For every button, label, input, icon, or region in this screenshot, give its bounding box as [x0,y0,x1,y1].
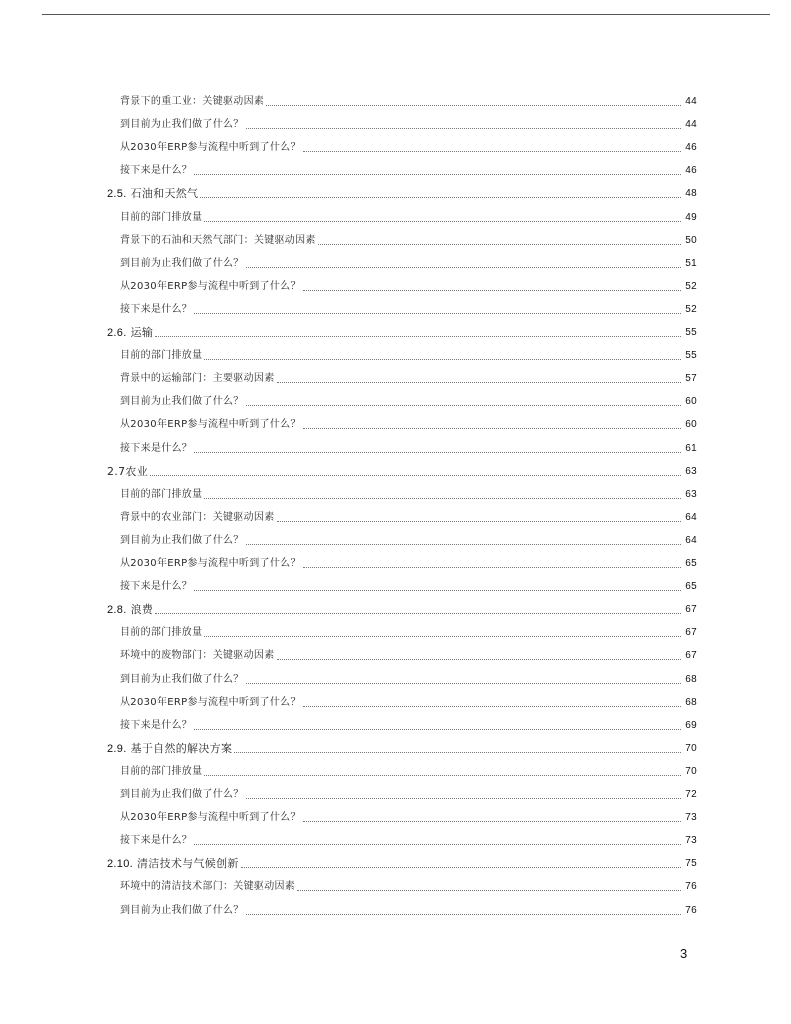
toc-section-entry[interactable] [107,594,697,617]
toc-dot-leader [303,427,681,429]
toc-subsection-entry[interactable] [120,225,697,248]
toc-entry-page: 67 [685,604,697,616]
toc-entry-title: 从2030年ERP参与流程中听到了什么？ [120,558,301,569]
toc-entry-title: 背景中的运输部门：主要驱动因素 [120,373,275,385]
toc-entry-page: 55 [685,350,697,362]
toc-subsection-entry[interactable] [120,202,697,225]
toc-entry-title: 接下来是什么？ [120,165,193,177]
toc-dot-leader [234,751,681,753]
toc-entry-page: 44 [685,96,697,107]
toc-entry-page: 52 [685,280,697,292]
toc-section-entry[interactable] [107,848,697,871]
toc-dot-leader [303,289,681,291]
toc-entry-title: 到目前为止我们做了什么？ [120,673,244,685]
header-rule [42,14,770,15]
toc-subsection-entry[interactable] [120,825,697,848]
toc-entry-number: 2.6. [107,327,127,339]
toc-entry-page: 44 [685,119,697,131]
toc-dot-leader [204,774,681,776]
toc-section-entry[interactable] [107,317,697,340]
toc-entry-title: 目前的部门排放量 [120,350,203,362]
toc-entry-title: 石油和天然气 [130,187,199,201]
toc-entry-number: 2.8. [107,604,127,617]
toc-dot-leader [303,566,681,568]
toc-entry-page: 46 [685,165,697,177]
toc-subsection-entry[interactable] [120,340,697,363]
toc-dot-leader [303,150,681,152]
toc-dot-leader [194,589,681,591]
toc-entry-page: 52 [685,303,697,315]
toc-dot-leader [241,866,681,868]
toc-dot-leader [194,173,681,175]
toc-dot-leader [204,635,681,637]
toc-entry-page: 70 [685,742,697,754]
toc-dot-leader [246,682,681,684]
toc-dot-leader [194,312,681,314]
toc-entry-title: 接下来是什么？ [120,835,193,847]
toc-entry-title: 到目前为止我们做了什么？ [120,904,244,916]
toc-subsection-entry[interactable] [120,248,697,271]
toc-dot-leader [150,474,681,476]
toc-entry-title: 从2030年ERP参与流程中听到了什么？ [120,812,301,824]
toc-entry-page: 63 [685,465,697,477]
toc-subsection-entry[interactable] [120,871,697,894]
toc-dot-leader [277,520,682,522]
toc-entry-number: 2.9. [107,742,127,755]
toc-subsection-entry[interactable] [120,756,697,779]
toc-dot-leader [194,843,681,845]
toc-entry-title: 清洁技术与气候创新 [136,857,239,871]
toc-subsection-entry[interactable] [120,386,697,409]
toc-subsection-entry[interactable] [120,640,697,663]
toc-entry-page: 73 [685,835,697,847]
toc-subsection-entry[interactable] [120,86,697,109]
toc-entry-title: 浪费 [130,603,154,617]
toc-dot-leader [246,543,681,545]
toc-subsection-entry[interactable] [120,132,697,155]
toc-entry-page: 67 [685,650,697,662]
toc-entry-title: 从2030年ERP参与流程中听到了什么？ [120,142,301,154]
toc-entry-page: 64 [685,534,697,546]
toc-entry-title: 环境中的废物部门：关键驱动因素 [120,650,275,662]
toc-entry-title: 到目前为止我们做了什么？ [120,534,244,546]
toc-entry-title: 接下来是什么？ [120,581,193,593]
toc-dot-leader [204,497,681,499]
toc-entry-page: 72 [685,789,697,800]
toc-dot-leader [297,889,681,891]
toc-entry-page: 67 [685,627,697,639]
toc-dot-leader [155,335,681,337]
toc-dot-leader [204,220,681,222]
toc-entry-title: 目前的部门排放量 [120,765,203,777]
toc-subsection-entry[interactable] [120,710,697,733]
toc-entry-page: 76 [685,881,697,893]
toc-entry-page: 75 [685,858,697,870]
page-number: 3 [680,946,688,961]
toc-subsection-entry[interactable] [120,155,697,178]
toc-entry-title: 接下来是什么？ [120,719,193,731]
toc-dot-leader [246,127,681,129]
toc-entry-number: 2.5. [107,188,127,201]
toc-entry-page: 68 [685,696,697,708]
toc-entry-title: 背景中的农业部门：关键驱动因素 [120,511,275,523]
toc-dot-leader [277,381,682,383]
toc-section-entry[interactable] [107,733,697,756]
toc-entry-page: 49 [685,211,697,223]
toc-entry-title: 运输 [130,326,154,339]
toc-subsection-entry[interactable] [120,363,697,386]
toc-entry-title: 接下来是什么？ [120,442,193,454]
toc-dot-leader [200,196,681,198]
toc-entry-title: 背景下的重工业：关键驱动因素 [120,96,265,107]
toc-entry-title: 从2030年ERP参与流程中听到了什么？ [120,280,301,292]
toc-entry-title: 目前的部门排放量 [120,627,203,639]
toc-subsection-entry[interactable] [120,433,697,456]
toc-entry-page: 69 [685,719,697,731]
toc-entry-title: 接下来是什么？ [120,303,193,315]
toc-entry-title: 目前的部门排放量 [120,488,203,500]
toc-entry-page: 61 [685,442,697,454]
toc-entry-title: 从2030年ERP参与流程中听到了什么？ [120,696,301,708]
toc-dot-leader [194,451,681,453]
toc-entry-page: 57 [685,373,697,385]
toc-entry-title: 目前的部门排放量 [120,211,203,223]
toc-subsection-entry[interactable] [120,271,697,294]
toc-subsection-entry[interactable] [120,571,697,594]
toc-dot-leader [318,243,681,245]
toc-subsection-entry[interactable] [120,294,697,317]
toc-entry-page: 46 [685,142,697,154]
toc-entry-page: 50 [685,234,697,246]
toc-entry-page: 55 [685,327,697,338]
toc-entry-title: 基于自然的解决方案 [130,741,233,755]
toc-dot-leader [155,612,681,614]
toc-entry-page: 70 [685,765,697,777]
toc-dot-leader [303,820,681,822]
toc-dot-leader [246,404,681,406]
toc-entry-page: 60 [685,396,697,408]
toc-subsection-entry[interactable] [120,779,697,802]
toc-subsection-entry[interactable] [120,802,697,825]
toc-entry-page: 65 [685,581,697,593]
toc-entry-page: 73 [685,812,697,824]
toc-dot-leader [266,104,681,106]
toc-entry-page: 65 [685,558,697,569]
toc-subsection-entry[interactable] [120,548,697,571]
toc-entry-title: 到目前为止我们做了什么？ [120,396,244,408]
toc-dot-leader [246,913,681,915]
toc-subsection-entry[interactable] [120,479,697,502]
toc-entry-page: 63 [685,488,697,500]
toc-entry-page: 60 [685,419,697,431]
toc-entry-title: 环境中的清洁技术部门：关键驱动因素 [120,881,296,893]
toc-entry-title: 从2030年ERP参与流程中听到了什么？ [120,419,301,431]
toc-subsection-entry[interactable] [120,617,697,640]
toc-entry-page: 64 [685,511,697,523]
toc-subsection-entry[interactable] [120,687,697,710]
toc-entry-title: 背景下的石油和天然气部门：关键驱动因素 [120,234,316,246]
toc-dot-leader [277,658,682,660]
toc-entry-title: 到目前为止我们做了什么？ [120,789,244,800]
toc-entry-page: 76 [685,904,697,916]
toc-subsection-entry[interactable] [120,409,697,432]
toc-subsection-entry[interactable] [120,109,697,132]
toc-dot-leader [204,358,681,360]
toc-dot-leader [246,266,681,268]
toc-entry-number: 2.10. [107,858,133,871]
toc-section-entry[interactable] [107,178,697,201]
toc-section-entry[interactable] [107,456,697,479]
toc-entry-page: 68 [685,673,697,685]
toc-dot-leader [246,797,681,799]
toc-dot-leader [303,705,681,707]
toc-dot-leader [194,728,681,730]
toc-subsection-entry[interactable] [120,664,697,687]
toc-entry-title: 到目前为止我们做了什么？ [120,119,244,131]
toc-subsection-entry[interactable] [120,502,697,525]
toc-subsection-entry[interactable] [120,525,697,548]
toc-entry-page: 48 [685,188,697,200]
toc-subsection-entry[interactable] [120,895,697,918]
toc-entry-page: 51 [685,257,697,269]
toc-entry-title: 2.7农业 [107,464,148,478]
toc-entry-title: 到目前为止我们做了什么？ [120,257,244,269]
